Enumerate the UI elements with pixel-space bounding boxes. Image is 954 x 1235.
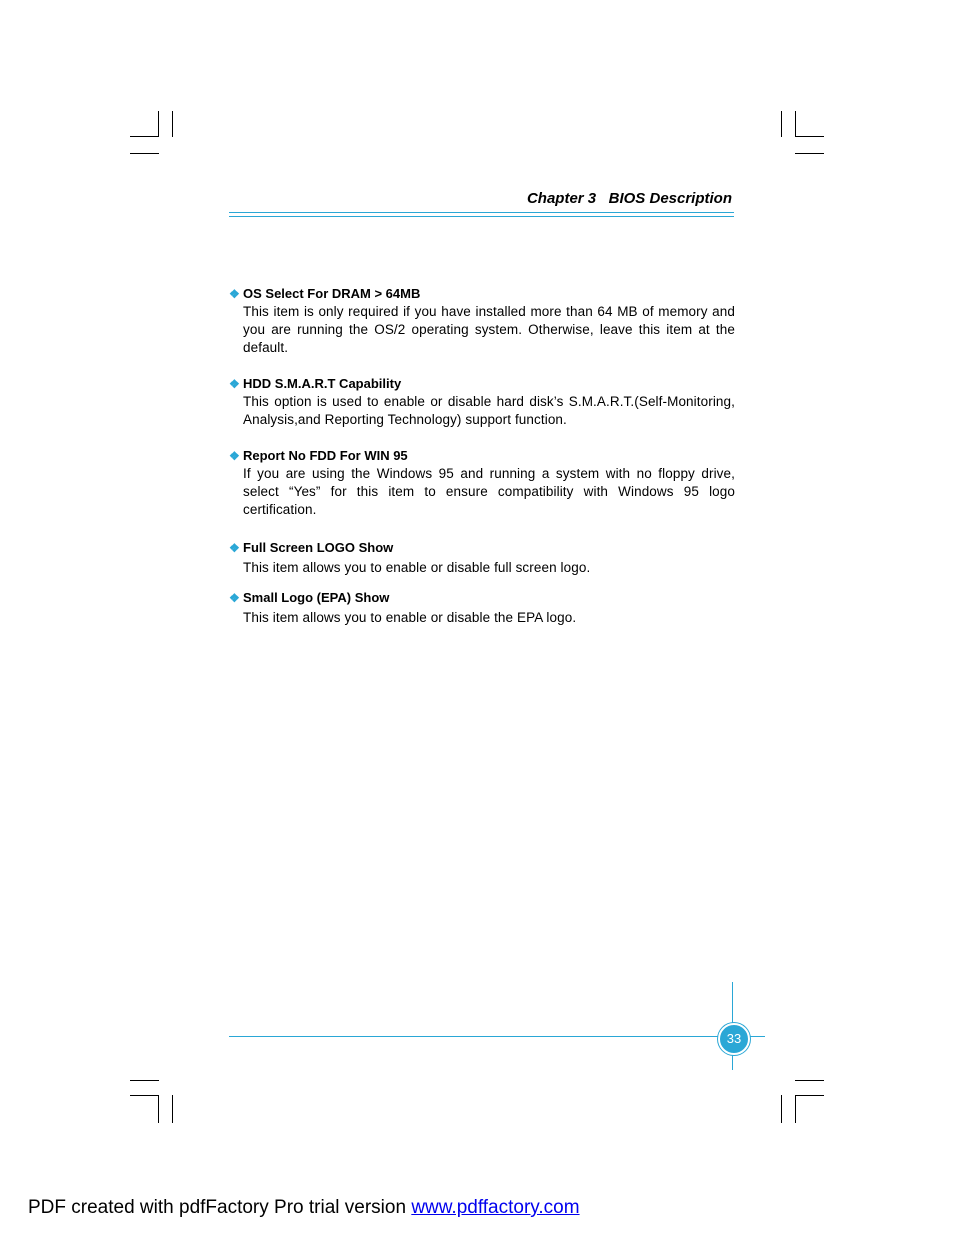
crop-mark-bottom-right-h1 (795, 1080, 824, 1081)
crop-mark-bottom-right-h2 (795, 1095, 824, 1096)
section-small-logo (229, 589, 735, 627)
section-title-text: Small Logo (EPA) Show (243, 590, 390, 605)
section-title (229, 539, 735, 557)
crop-mark-bottom-left-v1 (158, 1095, 159, 1123)
section-body: This item allows you to enable or disable full screen logo. (243, 560, 591, 575)
section-report-no-fdd (229, 447, 735, 519)
section-title (229, 285, 735, 303)
section-body: This option is used to enable or disable hard disk’s S.M.A.R.T.(Self-Monitoring, Analysis,and Reporting Technology) support function. (243, 394, 735, 427)
section-title-text: Report No FDD For WIN 95 (243, 448, 408, 463)
crop-mark-top-right-v2 (795, 111, 796, 137)
crop-mark-top-left-v2 (172, 111, 173, 137)
diamond-bullet-icon: ❖ (229, 449, 240, 463)
diamond-bullet-icon: ❖ (229, 287, 240, 301)
crop-mark-bottom-left-v2 (172, 1095, 173, 1123)
diamond-bullet-icon: ❖ (229, 591, 240, 605)
crop-mark-top-right-h1 (795, 136, 824, 137)
crop-mark-top-left-h2 (130, 153, 159, 154)
section-body: This item allows you to enable or disable the EPA logo. (243, 610, 577, 625)
diamond-bullet-icon: ❖ (229, 541, 240, 555)
section-title (229, 375, 735, 393)
section-title-text: Full Screen LOGO Show (243, 540, 394, 555)
section-full-screen-logo (229, 539, 735, 577)
diamond-bullet-icon: ❖ (229, 377, 240, 391)
chapter-heading: Chapter 3 BIOS Description (526, 190, 732, 207)
crop-mark-bottom-right-v1 (781, 1095, 782, 1123)
section-title (229, 589, 735, 607)
section-os-select (229, 285, 735, 357)
section-hdd-smart (229, 375, 735, 429)
crop-mark-bottom-left-h2 (130, 1095, 159, 1096)
crop-mark-top-left-v1 (158, 111, 159, 137)
pdf-footer (28, 1197, 580, 1219)
section-title (229, 447, 735, 465)
header-rule (229, 212, 734, 217)
section-title-text: HDD S.M.A.R.T Capability (243, 376, 402, 391)
page-number-badge: 33 (718, 1023, 750, 1055)
crop-mark-top-right-h2 (795, 153, 824, 154)
section-title-text: OS Select For DRAM > 64MB (243, 286, 421, 301)
footer-rule (229, 1036, 765, 1037)
crop-mark-bottom-left-h1 (130, 1080, 159, 1081)
pdffactory-link[interactable]: www.pdffactory.com (411, 1197, 580, 1218)
crop-mark-top-right-v1 (781, 111, 782, 137)
pdf-footer-text: PDF created with pdfFactory Pro trial version (28, 1197, 412, 1218)
section-body: If you are using the Windows 95 and running a system with no floppy drive, select “Yes” for this item to ensure compatibility with Windows 95 logo certification. (243, 466, 735, 517)
section-body: This item is only required if you have installed more than 64 MB of memory and you are running the OS/2 operating system. Otherwise, leave this item at the default. (243, 304, 735, 355)
crop-mark-top-left-h1 (130, 136, 159, 137)
crop-mark-bottom-right-v2 (795, 1095, 796, 1123)
